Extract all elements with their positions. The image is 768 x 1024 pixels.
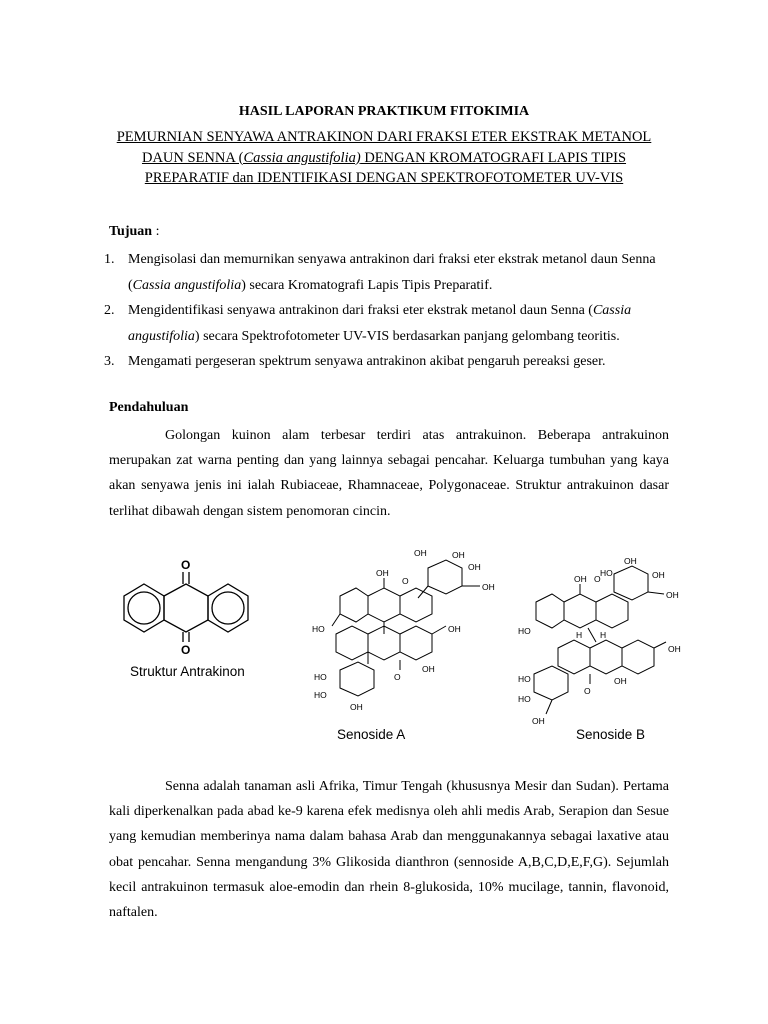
list-item bbox=[104, 349, 672, 375]
subtitle-line-1: PEMURNIAN SENYAWA ANTRAKINON DARI FRAKSI ETER EKSTRAK METANOL bbox=[116, 129, 652, 145]
atom-label-oh: OH bbox=[452, 550, 465, 560]
tujuan-heading-text: Tujuan bbox=[109, 224, 153, 239]
atom-label-ho: HO bbox=[314, 672, 327, 682]
tujuan-list bbox=[104, 247, 672, 375]
caption-anthraquinone: Struktur Antrakinon bbox=[130, 664, 245, 679]
list-item-number: 3. bbox=[104, 354, 115, 369]
document-title: HASIL LAPORAN PRAKTIKUM FITOKIMIA bbox=[238, 104, 530, 119]
sennoside-a-structure bbox=[310, 548, 510, 713]
list-item bbox=[104, 298, 672, 349]
atom-label-oh: OH bbox=[422, 664, 435, 674]
atom-label-o: O bbox=[181, 558, 191, 572]
atom-label-oh: OH bbox=[350, 702, 363, 712]
atom-label-oh: OH bbox=[666, 590, 679, 600]
atom-label-h: H bbox=[576, 630, 583, 640]
list-item-text: Mengamati pergeseran spektrum senyawa antrakinon akibat pengaruh pereaksi geser. bbox=[128, 354, 606, 369]
paragraph-pendahuluan-2 bbox=[109, 774, 669, 925]
document-subtitle bbox=[100, 127, 668, 189]
atom-label-ho: HO bbox=[314, 690, 327, 700]
sennoside-b-structure bbox=[518, 556, 698, 726]
atom-label-oh: OH bbox=[376, 568, 389, 578]
subtitle-line-2 bbox=[100, 148, 668, 169]
caption-sennoside-b: Senoside B bbox=[576, 727, 646, 742]
caption-sennoside-a: Senoside A bbox=[337, 727, 406, 742]
paragraph-1-text: Golongan kuinon alam terbesar terdiri atas antrakuinon. Beberapa antrakuinon merupakan zat warna penting dan yang lainnya sebagai pencahar. Keluarga tumbuhan yang kaya akan senyawa jenis ini ialah Rubiaceae, Rhamnaceae, Polygonaceae. Struktur antrakuinon dasar terlihat dibawah dengan sistem penomoran cincin. bbox=[109, 428, 669, 519]
list-item-text-end: ) secara Kromatografi Lapis Tipis Preparatif. bbox=[241, 277, 493, 293]
atom-label-h: H bbox=[600, 630, 607, 640]
atom-label-oh: OH bbox=[574, 574, 587, 584]
atom-label-oh: OH bbox=[468, 562, 481, 572]
atom-label-o: O bbox=[181, 643, 191, 657]
list-item-text-end: ) secara Spektrofotometer UV-VIS berdasarkan panjang gelombang teoritis. bbox=[194, 328, 620, 344]
atom-label-oh: OH bbox=[624, 556, 637, 566]
atom-label-oh: OH bbox=[652, 570, 665, 580]
atom-label-o: O bbox=[584, 686, 591, 696]
atom-label-oh: OH bbox=[414, 548, 427, 558]
atom-label-ho: HO bbox=[518, 626, 531, 636]
atom-label-oh: OH bbox=[614, 676, 627, 686]
subtitle-line-3: PREPARATIF dan IDENTIFIKASI DENGAN SPEKTROFOTOMETER UV-VIS bbox=[144, 170, 624, 186]
list-item-number: 2. bbox=[104, 303, 115, 318]
list-item-number: 1. bbox=[104, 252, 115, 267]
paragraph-2-text: Senna adalah tanaman asli Afrika, Timur Tengah (khususnya Mesir dan Sudan). Pertama kali diperkenalkan pada abad ke-9 karena efek medisnya oleh ahli medis Arab, Serapion dan Sesue yang kemudian memberinya nama dalam bahasa Arab dan menggunakannya sebagai laxative atau obat pencahar. Senna mengandung 3% Glikosida dianthron (sennoside A,B,C,D,E,F,G). Sejumlah kecil antrakuinon termasuk aloe-emodin dan rhein 8-glukosida, 10% mucilage, tannin, flavonoid, naftalen. bbox=[109, 779, 669, 921]
section-heading-pendahuluan: Pendahuluan bbox=[109, 400, 189, 415]
list-item-italic: Cassia angustifolia bbox=[132, 277, 242, 293]
atom-label-oh: OH bbox=[668, 644, 681, 654]
subtitle-line-2-a: DAUN SENNA ( bbox=[141, 149, 244, 166]
atom-label-oh: OH bbox=[482, 582, 495, 592]
atom-label-ho: HO bbox=[600, 568, 613, 578]
section-heading-tujuan bbox=[109, 224, 159, 240]
tujuan-colon: : bbox=[152, 224, 160, 239]
atom-label-oh: OH bbox=[532, 716, 545, 726]
list-item-italic: Cassia angustifolia bbox=[128, 303, 632, 344]
list-item-text: Mengisolasi dan memurnikan senyawa antrakinon dari fraksi eter ekstrak metanol daun Senna ( bbox=[128, 252, 656, 293]
atom-label-o: O bbox=[394, 672, 401, 682]
atom-label-oh: OH bbox=[448, 624, 461, 634]
atom-label-ho: HO bbox=[518, 674, 531, 684]
atom-label-ho: HO bbox=[518, 694, 531, 704]
atom-label-o: O bbox=[402, 576, 409, 586]
subtitle-species-name: Cassia angustifolia) bbox=[243, 149, 361, 166]
anthraquinone-structure bbox=[112, 556, 262, 656]
atom-label-ho: HO bbox=[312, 624, 325, 634]
subtitle-line-2-b: DENGAN KROMATOGRAFI LAPIS TIPIS bbox=[360, 149, 627, 166]
list-item-text: Mengidentifikasi senyawa antrakinon dari fraksi eter ekstrak metanol daun Senna ( bbox=[128, 303, 593, 318]
atom-label-o: O bbox=[594, 574, 601, 584]
paragraph-pendahuluan-1 bbox=[109, 423, 669, 524]
list-item bbox=[104, 247, 672, 298]
